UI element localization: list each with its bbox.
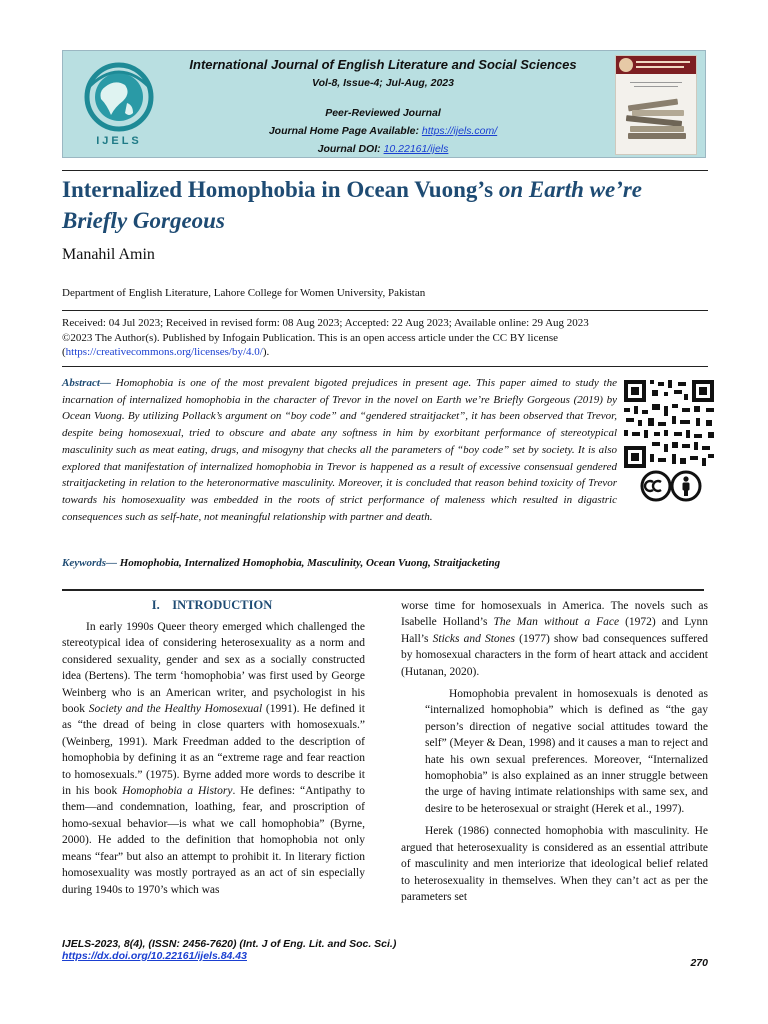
journal-cover-image	[615, 55, 697, 155]
cc-by-license-icon[interactable]	[640, 470, 702, 502]
copyright-line: ©2023 The Author(s). Published by Infogain Publication. This is an open access article under the CC BY license	[62, 331, 559, 344]
book-title-sticks-stones: Sticks and Stones	[432, 632, 516, 645]
section-number: I.	[151, 598, 160, 612]
doi-label: Journal DOI:	[317, 143, 384, 155]
page-number: 270	[690, 957, 708, 969]
title-rule	[62, 170, 708, 171]
footer-citation: IJELS-2023, 8(4), (ISSN: 2456-7620) (Int. J of Eng. Lit. and Soc. Sci.)	[62, 938, 397, 950]
author-affiliation: Department of English Literature, Lahore College for Women University, Pakistan	[62, 287, 426, 299]
journal-logo	[71, 59, 167, 151]
qr-code-icon[interactable]	[622, 378, 716, 470]
received-line: Received: 04 Jul 2023; Received in revised form: 08 Aug 2023; Accepted: 22 Aug 2023; Available online: 29 Aug 2023	[62, 317, 589, 329]
license-line: (https://creativecommons.org/licenses/by/4.0/).	[62, 346, 270, 358]
homepage-link[interactable]: https://ijels.com/	[421, 125, 498, 137]
journal-header	[62, 50, 706, 158]
globe-icon	[71, 59, 167, 135]
book-title-homophobia-history: Homophobia a History	[122, 785, 233, 798]
article-doi-link[interactable]: https://dx.doi.org/10.22161/ijels.84.43	[62, 950, 247, 962]
keywords-text: Homophobia, Internalized Homophobia, Masculinity, Ocean Vuong, Straitjacketing	[117, 557, 501, 569]
intro-paragraph-1-continued: worse time for homosexuals in America. The novels such as Isabelle Holland’s The Man without a Face (1972) and Lynn Hall’s Sticks and Stones (1977) show bad consequences suffered by homosexual characters in the form of heart attack and accident (Hutanan, 2020).	[401, 600, 709, 678]
book-title-man-without-face: The Man without a Face	[493, 616, 620, 629]
abstract-label: Abstract—	[62, 377, 111, 389]
homepage-line	[173, 125, 593, 137]
header-text-block	[173, 55, 593, 155]
section-heading	[62, 598, 362, 613]
logo-wordmark: IJELS	[96, 135, 142, 147]
metadata-rule	[62, 310, 708, 311]
book-title-society: Society and the Healthy Homosexual	[88, 703, 263, 716]
section-title: INTRODUCTION	[172, 598, 273, 612]
left-column	[62, 619, 365, 898]
keywords	[62, 557, 708, 569]
license-link[interactable]: https://creativecommons.org/licenses/by/4.0/	[65, 346, 263, 358]
title-regular: Internalized Homophobia in Ocean Vuong’s	[62, 177, 499, 202]
homepage-label: Journal Home Page Available:	[268, 125, 422, 137]
title-italic: on Earth we’re Briefly Gorgeous	[62, 177, 643, 233]
abstract	[62, 375, 617, 525]
abstract-text: Homophobia is one of the most prevalent bigoted prejudices in present age. This paper aimed to study the incarnation of internalized homophobia in the character of Trevor in the novel on Earth we’re Briefly Gorgeous (2019) by Ocean Vuong. By utilizing Pollack’s argument on “boy code” and “gendered straitjacket”, it has been observed that Trevor, despite being homosexual, tried to obscure and abate any softness in him by exorbitant performance of stereotypical masculinity such as meat eating, drugs, and misogyny that checks all the parameters of “boy code” set by society. It is also explored that manifestation of internalized homophobia in Trevor is happened as a result of excessive consensual gendered straitjacketing in relation to the heteronormative masculinity. Moreover, it is concluded that reason behind toxicity of Trevor towards his homosexuality was embedded in the roots of strict performance of maleness which resulted in digastric consequences such as self-hate, not meaningful relationship with partner and death.	[62, 377, 617, 523]
intro-paragraph-1: In early 1990s Queer theory emerged which challenged the stereotypical idea of considering heterosexuality as a norm and considered sexuality, gender and sex as a socially constructed idea (Bertens). The term ‘homophobia’ was first used by George Weinberg who is an American writer, and psychologist in his book Society and the Healthy Homosexual (1991). He defined it as “the dread of being in close quarters with homosexuals.” (Weinberg, 1991). Mark Freedman added to the description of homophobia by defining it as an “extreme rage and fear reaction to homosexuals.” (1975). Byrne added more words to describe it in his book Homophobia a History. He defines: “Antipathy to them—and condemnation, loathing, fear, and proscription of homo-sexual behavior—is what we call homophobia” (Byrne, 2000). He added to the definition that homophobia not only means “fear” but also an attempt to prohibit it. In literary fiction homosexuality was mostly portrayed as an act of sin especially during 1940s to 1970’s which was	[62, 621, 365, 896]
publication-dates	[62, 316, 708, 360]
herek-paragraph: Herek (1986) connected homophobia with masculinity. He argued that heterosexuality is considered as an essential attribute of masculinity and men interiorize that ideological belief related to heterosexuality in themselves. When they can’t act as per the parameters set	[401, 825, 708, 903]
abstract-rule	[62, 366, 708, 367]
peer-reviewed-label: Peer-Reviewed Journal	[325, 107, 441, 119]
page-footer	[62, 938, 708, 969]
body-rule	[62, 589, 704, 591]
author-name: Manahil Amin	[62, 246, 155, 263]
journal-doi-link[interactable]: 10.22161/ijels	[383, 143, 449, 155]
article-title	[62, 174, 708, 236]
right-column	[401, 598, 708, 905]
internalized-homophobia-paragraph: Homophobia prevalent in homosexuals is denoted as “internalized homophobia” which is defined as “the gay person’s direction of negative social attitudes toward the self” (Meyer & Dean, 1998) and it causes a man to reject and hate his own sexual preferences. Moreover, “Internalized homophobia” is also explained as an inner struggle between the urge of having intimate relationships with same sex, and desire to be heterosexual or straight (Herek et al., 1997).	[425, 688, 708, 815]
journal-name: International Journal of English Literature and Social Sciences	[189, 57, 577, 72]
journal-doi-line	[173, 143, 593, 155]
keywords-label: Keywords—	[62, 557, 117, 569]
journal-volume: Vol-8, Issue-4; Jul-Aug, 2023	[312, 77, 454, 89]
